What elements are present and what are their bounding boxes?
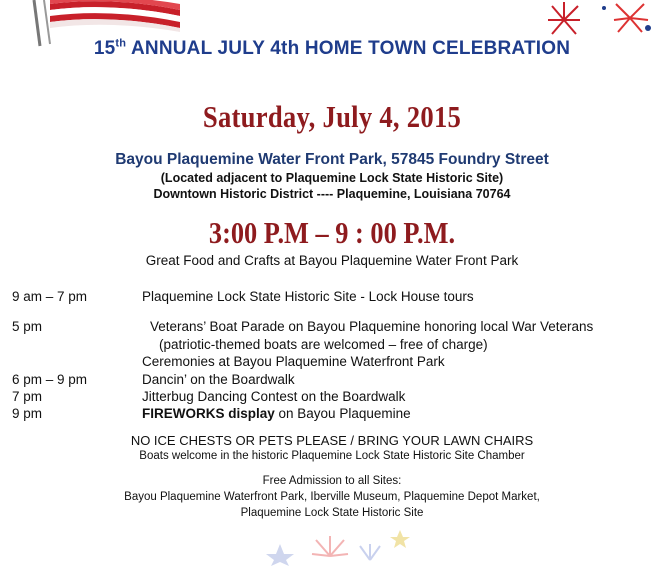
schedule-time: 7 pm <box>12 389 43 404</box>
event-date: Saturday, July 4, 2015 <box>202 99 462 134</box>
venue-name: Bayou Plaquemine Water Front Park, 57845 Foundry Street <box>115 151 549 168</box>
schedule-desc: Plaquemine Lock State Historic Site - Lock House tours <box>142 289 474 304</box>
schedule-desc: Veterans’ Boat Parade on Bayou Plaquemine honoring local War Veterans <box>150 319 594 334</box>
fireworks-icon <box>544 0 664 40</box>
schedule-desc <box>142 406 411 421</box>
venue-note: (Located adjacent to Plaquemine Lock State Historic Site) <box>160 171 504 185</box>
schedule-desc: Dancin’ on the Boardwalk <box>142 372 295 387</box>
schedule-time: 6 pm – 9 pm <box>12 372 88 387</box>
schedule-desc: Jitterbug Dancing Contest on the Boardwalk <box>142 389 406 404</box>
fireworks-location: on Bayou Plaquemine <box>274 406 411 421</box>
notice-line: NO ICE CHESTS OR PETS PLEASE / BRING YOUR LAWN CHAIRS <box>130 433 534 448</box>
headline-ordinal: 15 <box>93 38 116 59</box>
schedule-time: 5 pm <box>12 319 43 334</box>
schedule-desc-sub: (patriotic-themed boats are welcomed – free of charge) <box>159 337 488 352</box>
headline-text: ANNUAL JULY 4th HOME TOWN CELEBRATION <box>126 38 571 59</box>
free-admission-title: Free Admission to all Sites: <box>262 475 402 487</box>
boats-note: Boats welcome in the historic Plaquemine Lock State Historic Site Chamber <box>139 450 525 462</box>
fireworks-label: FIREWORKS display <box>142 406 275 421</box>
venue-district: Downtown Historic District ---- Plaquemine, Louisiana 70764 <box>153 187 511 201</box>
food-line: Great Food and Crafts at Bayou Plaquemine Water Front Park <box>145 253 519 268</box>
fireworks-icon <box>250 510 430 566</box>
event-time: 3:00 P.M – 9 : 00 P.M. <box>208 215 456 250</box>
free-admission-sites-cont: Plaquemine Lock State Historic Site <box>240 507 424 519</box>
schedule-time: 9 am – 7 pm <box>12 289 88 304</box>
schedule-time: 9 pm <box>12 406 43 421</box>
headline-ordinal-suffix: th <box>115 37 127 50</box>
event-headline <box>0 38 664 60</box>
free-admission-sites: Bayou Plaquemine Waterfront Park, Iberville Museum, Plaquemine Depot Market, <box>124 491 540 503</box>
schedule-desc: Ceremonies at Bayou Plaquemine Waterfront Park <box>142 354 445 369</box>
